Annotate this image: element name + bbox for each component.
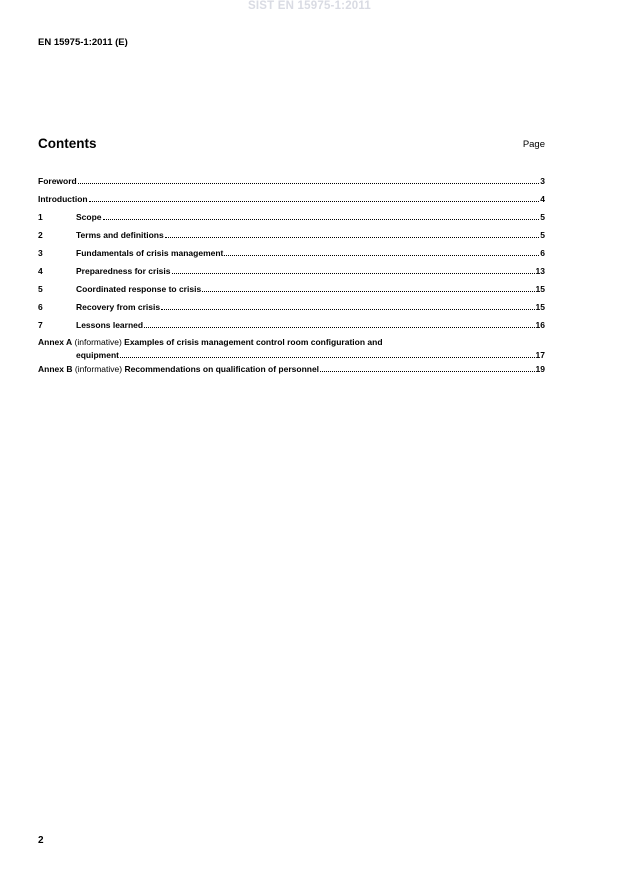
toc-number: 2 — [38, 230, 43, 240]
leader-dots — [165, 228, 540, 238]
table-of-contents — [38, 174, 545, 380]
leader-dots — [78, 174, 540, 184]
toc-label: Preparedness for crisis — [76, 266, 171, 276]
watermark: SIST EN 15975-1:2011 — [248, 0, 371, 12]
leader-dots — [172, 264, 535, 274]
toc-label: Recovery from crisis — [76, 302, 161, 312]
toc-number: 1 — [38, 212, 43, 222]
annex-type: (informative) — [74, 337, 122, 347]
annex-title-continued: equipment — [76, 350, 119, 360]
toc-entry-annex-a[interactable] — [38, 336, 545, 362]
toc-entry-introduction[interactable] — [38, 192, 545, 210]
toc-number: 6 — [38, 302, 43, 312]
toc-entry-foreword[interactable] — [38, 174, 545, 192]
leader-dots — [320, 362, 534, 372]
page-number: 2 — [38, 835, 44, 846]
toc-page: 4 — [540, 194, 545, 204]
toc-page: 6 — [540, 248, 545, 258]
toc-label: Lessons learned — [76, 320, 144, 330]
toc-number: 5 — [38, 284, 43, 294]
leader-dots — [161, 300, 534, 310]
toc-label: Fundamentals of crisis management — [76, 248, 224, 258]
annex-title: Examples of crisis management control room configuration and — [124, 337, 383, 347]
toc-page: 3 — [540, 176, 545, 186]
toc-entry-fundamentals[interactable] — [38, 246, 545, 264]
page-column-label: Page — [522, 139, 545, 150]
toc-entry-preparedness[interactable] — [38, 264, 545, 282]
toc-entry-recovery[interactable] — [38, 300, 545, 318]
toc-label: Terms and definitions — [76, 230, 164, 240]
annex-type: (informative) — [74, 364, 123, 374]
toc-page: 15 — [535, 302, 545, 312]
toc-label: Foreword — [38, 176, 77, 186]
toc-page: 15 — [535, 284, 545, 294]
toc-number: 3 — [38, 248, 43, 258]
toc-entry-annex-b[interactable] — [38, 362, 545, 380]
document-identifier: EN 15975-1:2011 (E) — [38, 37, 128, 48]
toc-entry-lessons[interactable] — [38, 318, 545, 336]
toc-entry-response[interactable] — [38, 282, 545, 300]
annex-title: Recommendations on qualification of personnel — [124, 364, 320, 374]
toc-page: 5 — [540, 212, 545, 222]
toc-page: 16 — [535, 320, 545, 330]
toc-number: 4 — [38, 266, 43, 276]
toc-label: Coordinated response to crisis — [76, 284, 202, 294]
toc-entry-scope[interactable] — [38, 210, 545, 228]
toc-page: 17 — [535, 350, 545, 360]
toc-page: 19 — [535, 364, 545, 374]
leader-dots — [202, 282, 534, 292]
leader-dots — [144, 318, 534, 328]
toc-number: 7 — [38, 320, 43, 330]
toc-page: 13 — [535, 266, 545, 276]
leader-dots — [103, 210, 540, 220]
leader-dots — [224, 246, 539, 256]
annex-label: Annex B — [38, 364, 73, 374]
toc-label: Scope — [76, 212, 102, 222]
toc-entry-terms[interactable] — [38, 228, 545, 246]
toc-page: 5 — [540, 230, 545, 240]
contents-heading: Contents — [38, 136, 97, 151]
annex-label: Annex A — [38, 337, 73, 347]
toc-label: Introduction — [38, 194, 88, 204]
leader-dots — [89, 192, 540, 202]
leader-dots — [120, 348, 535, 358]
